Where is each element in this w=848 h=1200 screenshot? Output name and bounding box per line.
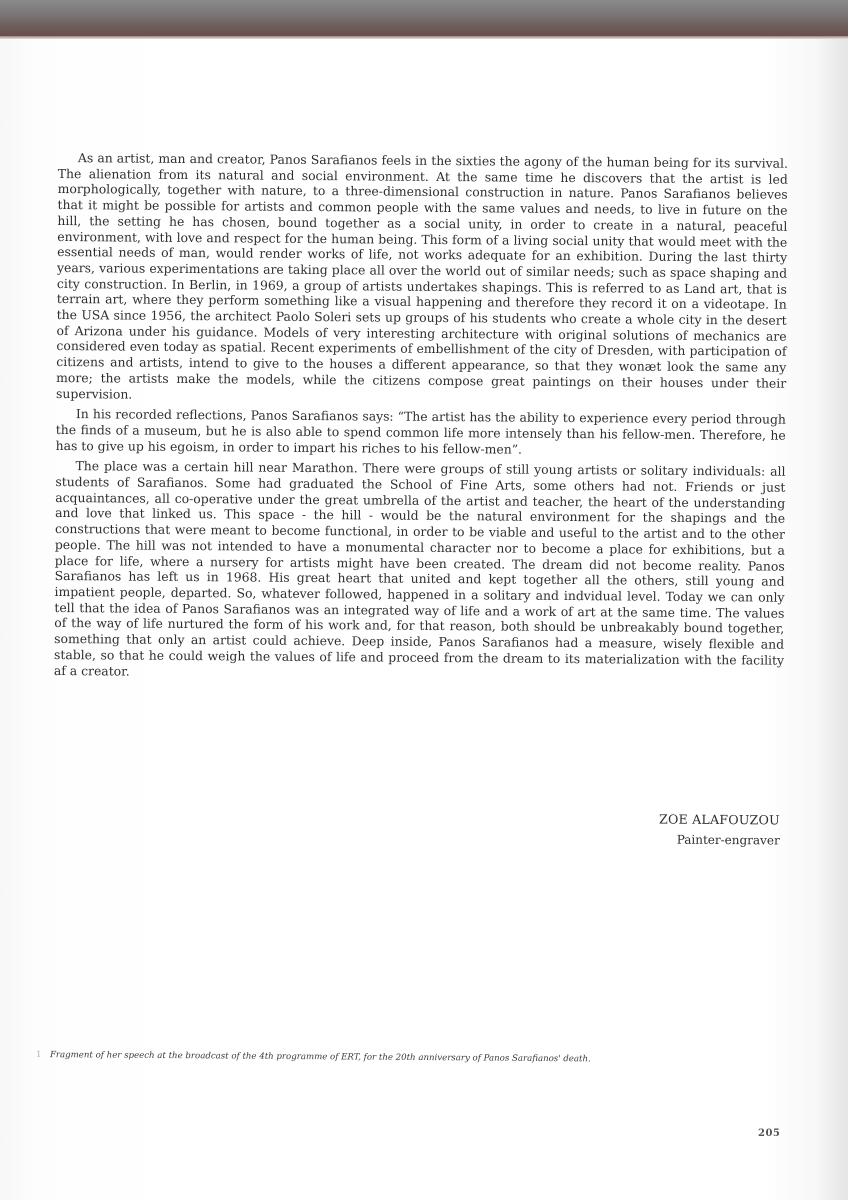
- top-scan-edge: [0, 0, 848, 36]
- page-number: 205: [758, 1128, 781, 1139]
- footnote-text: Fragment of her speech at the broadcast of the 4th programme of ERT, for the 20th anniversary of Panos Sarafianos' death.: [49, 1050, 591, 1065]
- page-right-shadow: [818, 39, 848, 1200]
- article-body: [54, 150, 788, 689]
- author-signature: [659, 810, 780, 851]
- paragraph-1: As an artist, man and creator, Panos Sarafianos feels in the sixties the agony of the human being for its survival. The alienation from its natural and social environment. At the same time he discovers that the artist is led morphologically, together with nature, to a three-dimensional construction in nature. Panos Sarafianos believes that it might be possible for artists and common people with the same values and needs, to live in future on the hill, the setting he has chosen, bound together as a social unity, in order to create in a natural, peaceful environment, with love and respect for the human being. This form of a living social unity that would meet with the essential needs of man, would render works of life, not works adequate for an exhibition. During the last thirty years, various experimentations are taking place all over the world out of similar needs; such as space shaping and city construction. In Berlin, in 1969, a group of artists undertakes shapings. This is referred to as Land art, that is terrain art, where they perform something like a visual happening and therefore they record it on a videotape. In the USA since 1956, the architect Paolo Soleri sets up groups of his students who create a whole city in the desert of Arizona under his guidance. Models of very interesting architecture with original solutions of mechanics are considered even today as spatial. Recent experiments of embellishment of the city of Dresden, with participation of citizens and artists, intend to give to the houses a different appearance, so that they wonæt look the same any more; the artists make the models, while the citizens compose great paintings on their houses under their supervision.: [56, 150, 788, 402]
- footnote-marker: 1: [35, 1050, 42, 1061]
- paragraph-2: In his recorded reflections, Panos Sarafianos says: “The artist has the ability to experience every period through the finds of a museum, but he is also able to spend common life more intensely than his fellow-men. Therefore, he has to give up his egoism, in order to impart his riches to his fellow-men”.: [55, 406, 786, 457]
- paragraph-3: The place was a certain hill near Marathon. There were groups of still young artists or solitary individuals: all students of Sarafianos. Some had graduated the School of Fine Arts, some others had not. Friends or just acquaintances, all co-operative under the great umbrella of the artist and teacher, the heart of the understanding and love that linked us. This space - the hill - would be the natural environment for the shapings and the constructions that were meant to become functional, in order to be viable and useful to the artist and to the other people. The hill was not intended to have a monumental character nor to become a place for exhibitions, but a place for life, where a nursery for artists might have been created. The dream did not become reality. Panos Sarafianos has left us in 1968. His great heart that united and kept together all the others, still young and impatient people, departed. So, whatever followed, happened in a solitary and indvidual level. Today we can only tell that the idea of Panos Sarafianos was an integrated way of life and a work of art at the same time. The values of the way of life nurtured the form of his work and, for that reason, both should be unbreakably bound together, something that only an artist could achieve. Deep inside, Panos Sarafianos had a measure, wisely flexible and stable, so that he could weigh the values of life and proceed from the dream to its materialization with the facility af a creator.: [53, 458, 786, 679]
- author-role: Painter-engraver: [676, 832, 780, 848]
- author-name: ZOE ALAFOUZOU: [659, 811, 781, 828]
